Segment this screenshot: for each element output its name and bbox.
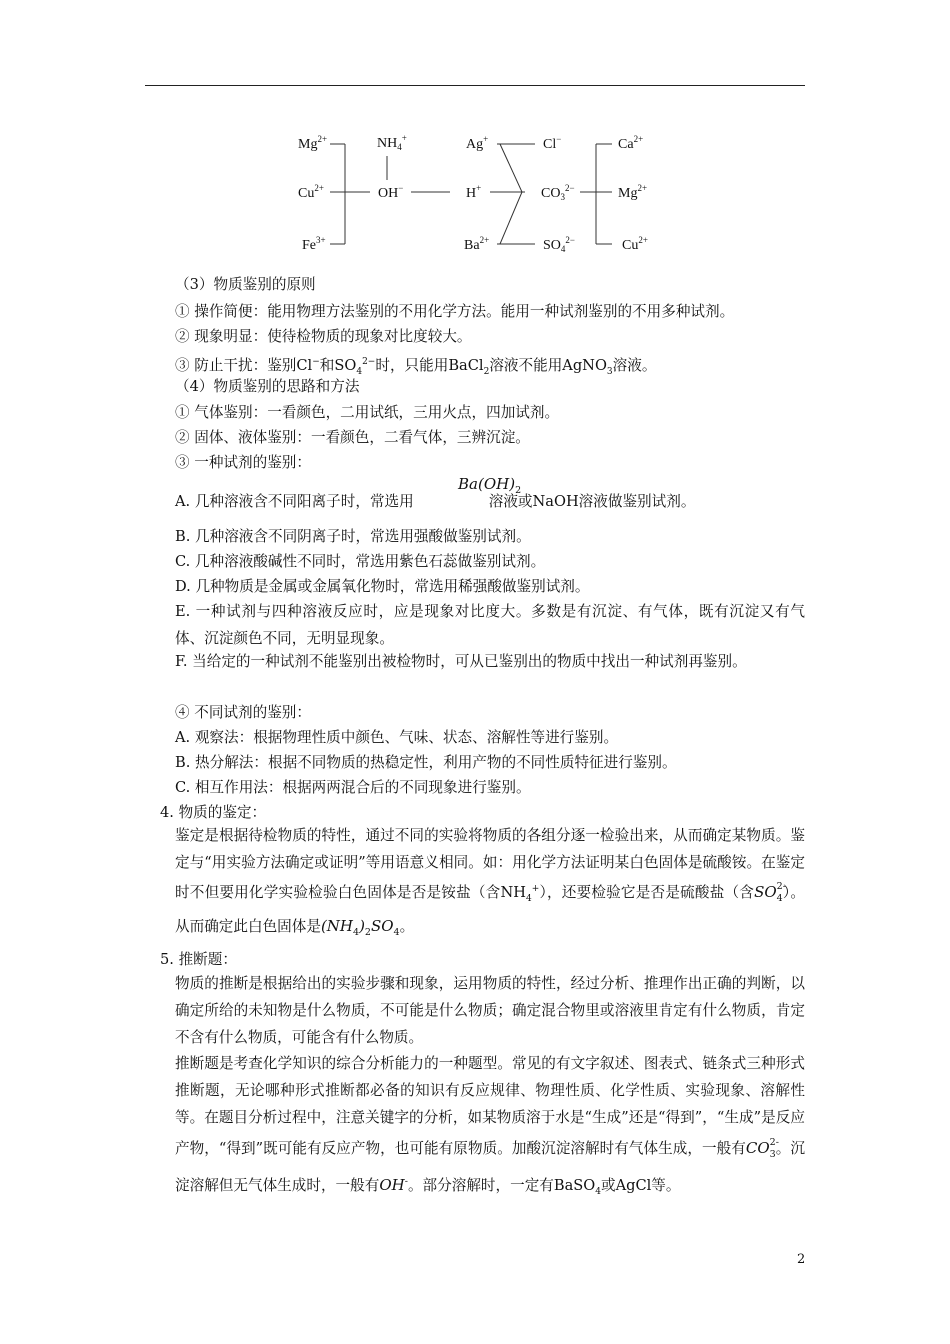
method-4-c: C. 相互作用法：根据两两混合后的不同现象进行鉴别。 xyxy=(175,779,531,796)
formula-oh: OH- xyxy=(379,1176,408,1194)
ion-h: H+ xyxy=(466,183,482,201)
method-4-a: A. 观察法：根据物理性质中颜色、气味、状态、溶解性等进行鉴别。 xyxy=(175,729,619,746)
principle-1: ① 操作简便：能用物理方法鉴别的不用化学方法。能用一种试剂鉴别的不用多种试剂。 xyxy=(175,303,735,320)
inference-paragraph-1: 物质的推断是根据给出的实验步骤和现象，运用物质的特性，经过分析、推理作出正确的判断，以确定所给的未知物是什么物质，不可能是什么物质；确定混合物里或溶液里肯定有什么物质，肯定不含有什么物质，可能含有什么物质。 xyxy=(175,975,805,1046)
ion-co3: $CO_3^{2-}$ xyxy=(541,183,575,202)
ion-cl: Cl− xyxy=(543,134,562,152)
ion-cu2: $Cu^{2+}$ xyxy=(622,235,648,253)
ion-mg2: $Mg^{2+}$ xyxy=(618,183,648,201)
ion-ag: Ag+ xyxy=(466,134,489,152)
method-1: ① 气体鉴别：一看颜色，二用试纸，三用火点，四加试剂。 xyxy=(175,404,560,421)
reagent-b: B. 几种溶液含不同阴离子时，常选用强酸做鉴别试剂。 xyxy=(175,528,531,545)
ion-fe: $Fe^{3+}$ xyxy=(302,235,326,253)
formula-co3: $CO^{2-}_3$ xyxy=(745,1137,779,1160)
formula-ammonium-sulfate: $(NH_4)_2SO_4$ xyxy=(320,916,400,938)
page-number: 2 xyxy=(797,1252,806,1267)
ion-oh: OH− xyxy=(378,183,404,201)
method-2: ② 固体、液体鉴别：一看颜色，二看气体，三辨沉淀。 xyxy=(175,429,530,446)
method-4-b: B. 热分解法：根据不同物质的热稳定性，利用产物的不同性质特征进行鉴别。 xyxy=(175,754,677,771)
reagent-f: F. 当给定的一种试剂不能鉴别出被检物时，可从已鉴别出的物质中找出一种试剂再鉴别。 xyxy=(175,653,747,670)
inference-paragraph-2: 推断题是考查化学知识的综合分析能力的一种题型。常见的有文字叙述、图表式、链条式三种形式推断题，无论哪种形式推断都必备的知识有反应规律、物理性质、化学性质、实验现象、溶解性等。在题目分析过程中，注意关键字的分析，如某物质溶于水是“生成”还是“得到”，“生成”是反应产物，“得到”既可能有反应产物，也可能有原物质。加酸沉淀溶解时有气体生成，一般有$CO^{2-}_3$。沉淀溶解但无气体生成时，一般有OH-。部分溶解时，一定有BaSO$_4$或AgCl等。 xyxy=(175,1055,805,1197)
ion-ca: $Ca^{2+}$ xyxy=(618,134,644,152)
section-4-title: （4）物质鉴别的思路和方法 xyxy=(175,378,360,395)
method-4: ④ 不同试剂的鉴别： xyxy=(175,704,311,721)
reagent-e: E. 一种试剂与四种溶液反应时，应是现象对比度大。多数是有沉淀、有气体，既有沉淀又有气体、沉淀颜色不同，无明显现象。 xyxy=(175,603,805,647)
reagent-a: A. 几种溶液含不同阳离子时，常选用 溶液或NaOH溶液做鉴别试剂。 xyxy=(175,493,696,510)
section-inference-title: 5. 推断题： xyxy=(160,951,237,968)
ion-ba: $Ba^{2+}$ xyxy=(464,235,490,253)
ion-cu: $Cu^{2+}$ xyxy=(298,183,324,201)
principle-2: ② 现象明显：使待检物质的现象对比度较大。 xyxy=(175,328,472,345)
reagent-d: D. 几种物质是金属或金属氧化物时，常选用稀强酸做鉴别试剂。 xyxy=(175,578,590,595)
section-identification-title: 4. 物质的鉴定： xyxy=(160,804,267,821)
formula-so4: $SO^{2-}_4$ xyxy=(754,881,786,904)
identification-paragraph: 鉴定是根据待检物质的特性，通过不同的实验将物质的各组分逐一检验出来，从而确定某物质。鉴定与“用实验方法确定或证明”等用语意义相同。如：用化学方法证明某白色固体是硫酸铵。在鉴定时不但要用化学实验检验白色固体是否是铵盐（含$NH_4^+$），还要检验它是否是硫酸盐（含$SO^{2-}_4$）。从而确定此白色固体是$(NH_4)_2SO_4$。 xyxy=(175,827,806,938)
ion-nh4: $NH_4^+$ xyxy=(377,133,407,152)
formula-baoh2: $Ba(OH)_2$ xyxy=(458,475,522,496)
method-3: ③ 一种试剂的鉴别： xyxy=(175,454,311,471)
reagent-c: C. 几种溶液酸碱性不同时，常选用紫色石蕊做鉴别试剂。 xyxy=(175,553,546,570)
ion-mg: $Mg^{2+}$ xyxy=(298,134,328,152)
principle-3: ③ 防止干扰：鉴别Cl−和$SO_4^{2-}$时，只能用BaCl$_2$溶液不能用AgNO$_3$溶液。 xyxy=(175,356,657,377)
ion-so4: $SO_4^{2-}$ xyxy=(543,235,575,254)
section-3-title: （3）物质鉴别的原则 xyxy=(175,276,316,293)
